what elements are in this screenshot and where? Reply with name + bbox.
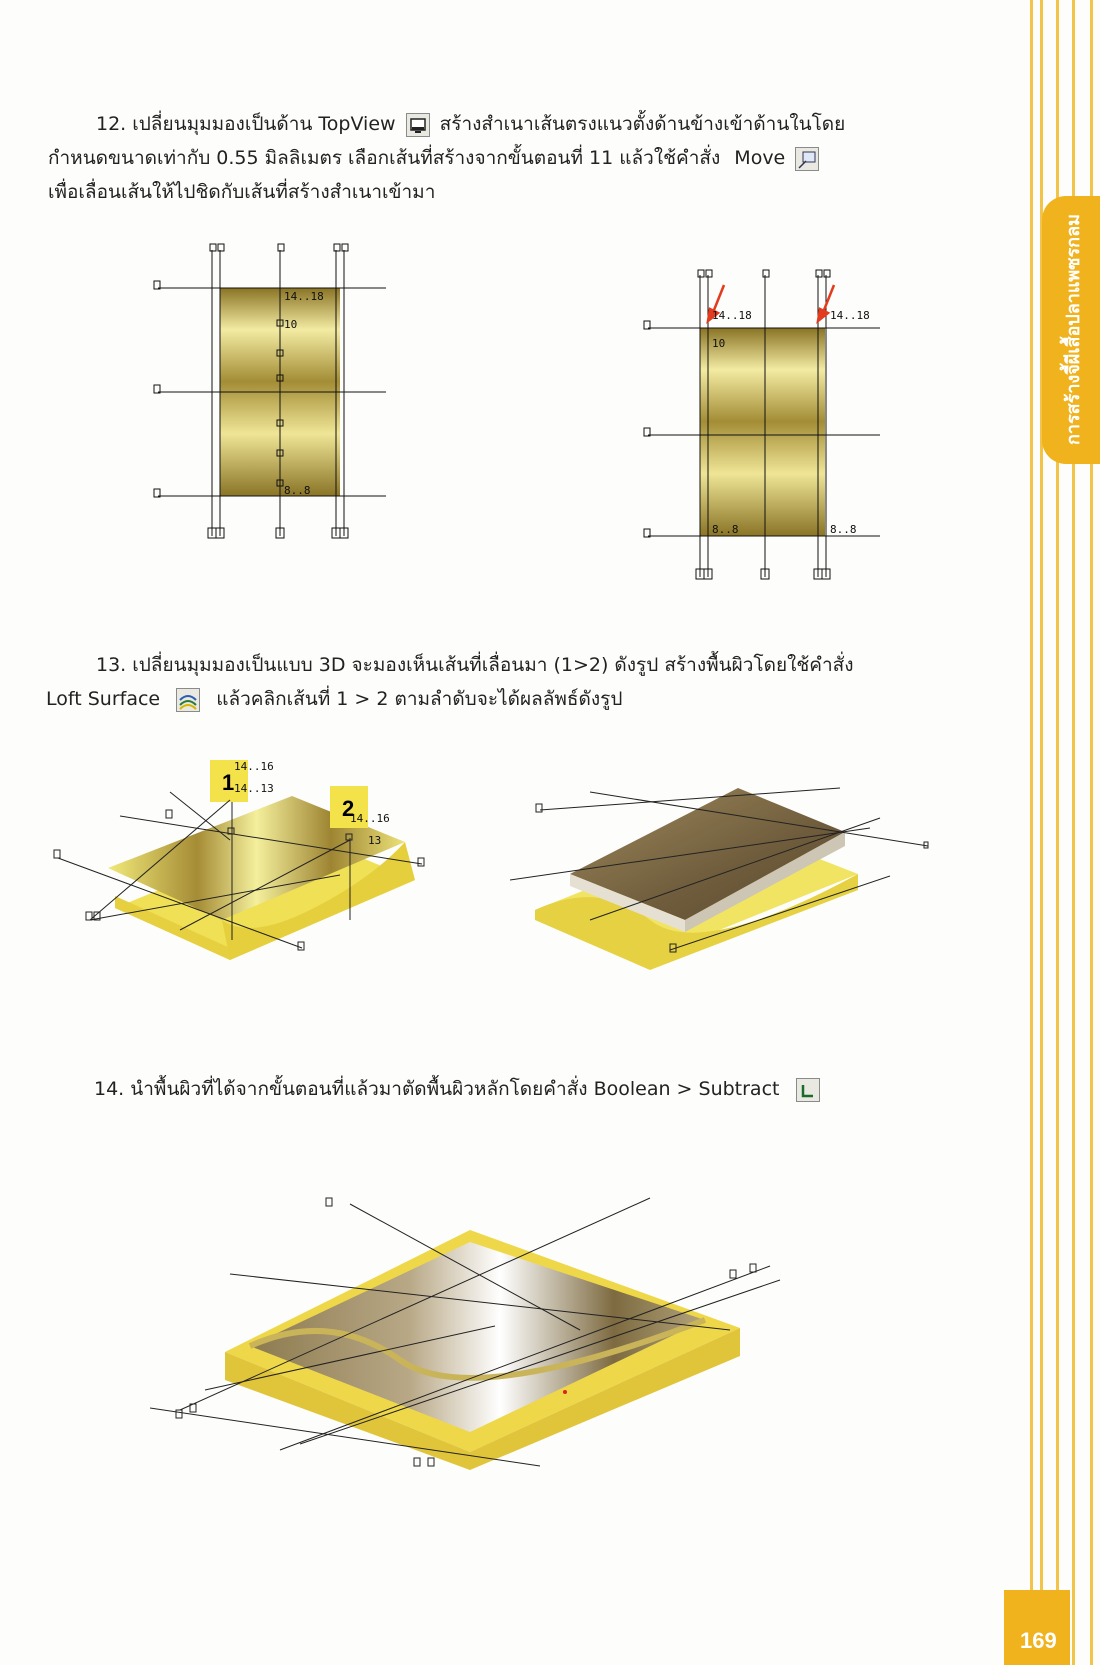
node-label: 14..18 bbox=[284, 290, 324, 303]
loft-surface-icon bbox=[176, 688, 200, 712]
step13-line2-b: แล้วคลิกเส้นที่ 1 > 2 ตามลำดับจะได้ผลลัพธ์ดังรูป bbox=[216, 688, 623, 710]
step12-paragraph bbox=[48, 107, 948, 209]
node-label: 8..8 bbox=[284, 484, 311, 497]
subtract-icon bbox=[796, 1078, 820, 1102]
step12-line3: เพื่อเลื่อนเส้นให้ไปชิดกับเส้นที่สร้างสำเนาเข้ามา bbox=[48, 181, 436, 203]
node-label: 8..8 bbox=[712, 523, 739, 536]
node-label: 14..16 bbox=[350, 812, 390, 825]
margin-stripe bbox=[1030, 0, 1033, 1665]
node-label: 13 bbox=[368, 834, 382, 847]
loft-figure-right bbox=[510, 770, 930, 970]
step14-line1: 14. นำพื้นผิวที่ได้จากขั้นตอนที่แล้วมาตัดพื้นผิวหลักโดยคำสั่ง Boolean > Subtract bbox=[94, 1078, 780, 1100]
node-label: 10 bbox=[284, 318, 298, 331]
step12-line2-b: Move bbox=[734, 147, 786, 169]
page-number: 169 bbox=[1020, 1628, 1057, 1653]
loft-figure-left bbox=[50, 760, 470, 980]
node-label: 14..13 bbox=[234, 782, 274, 795]
topview-figure-right bbox=[640, 265, 900, 595]
node-label: 14..18 bbox=[830, 309, 870, 322]
center-point bbox=[563, 1390, 567, 1394]
boolean-result-figure bbox=[150, 1170, 830, 1470]
node-label: 10 bbox=[712, 337, 726, 350]
step13-paragraph bbox=[46, 648, 986, 716]
move-icon bbox=[795, 147, 819, 171]
step12-line1-a: 12. เปลี่ยนมุมมองเป็นด้าน TopView bbox=[96, 113, 396, 135]
node-label: 14..18 bbox=[712, 309, 752, 322]
node-label: 14..16 bbox=[234, 760, 274, 773]
node-label: 8..8 bbox=[830, 523, 857, 536]
gold-surface bbox=[700, 328, 825, 536]
step13-line1: 13. เปลี่ยนมุมมองเป็นแบบ 3D จะมองเห็นเส้นที่เลื่อนมา (1>2) ดังรูป สร้างพื้นผิวโดยใช้คำสั่ง bbox=[96, 654, 854, 676]
marker-1: 1 bbox=[222, 770, 235, 795]
step13-line2-a: Loft Surface bbox=[46, 688, 161, 710]
topview-figure-left bbox=[150, 240, 420, 580]
monitor-icon bbox=[406, 113, 430, 137]
marker-2: 2 bbox=[342, 796, 355, 821]
step12-line2-a: กำหนดขนาดเท่ากับ 0.55 มิลลิเมตร เลือกเส้นที่สร้างจากขั้นตอนที่ 11 แล้วใช้คำสั่ง bbox=[48, 147, 721, 169]
step14-paragraph bbox=[94, 1072, 894, 1106]
step12-line1-b: สร้างสำเนาเส้นตรงแนวตั้งด้านข้างเข้าด้านในโดย bbox=[439, 113, 846, 135]
chapter-tab-label: การสร้างจี้ผีเสื้อปลาแพซรกลม bbox=[1063, 214, 1083, 446]
